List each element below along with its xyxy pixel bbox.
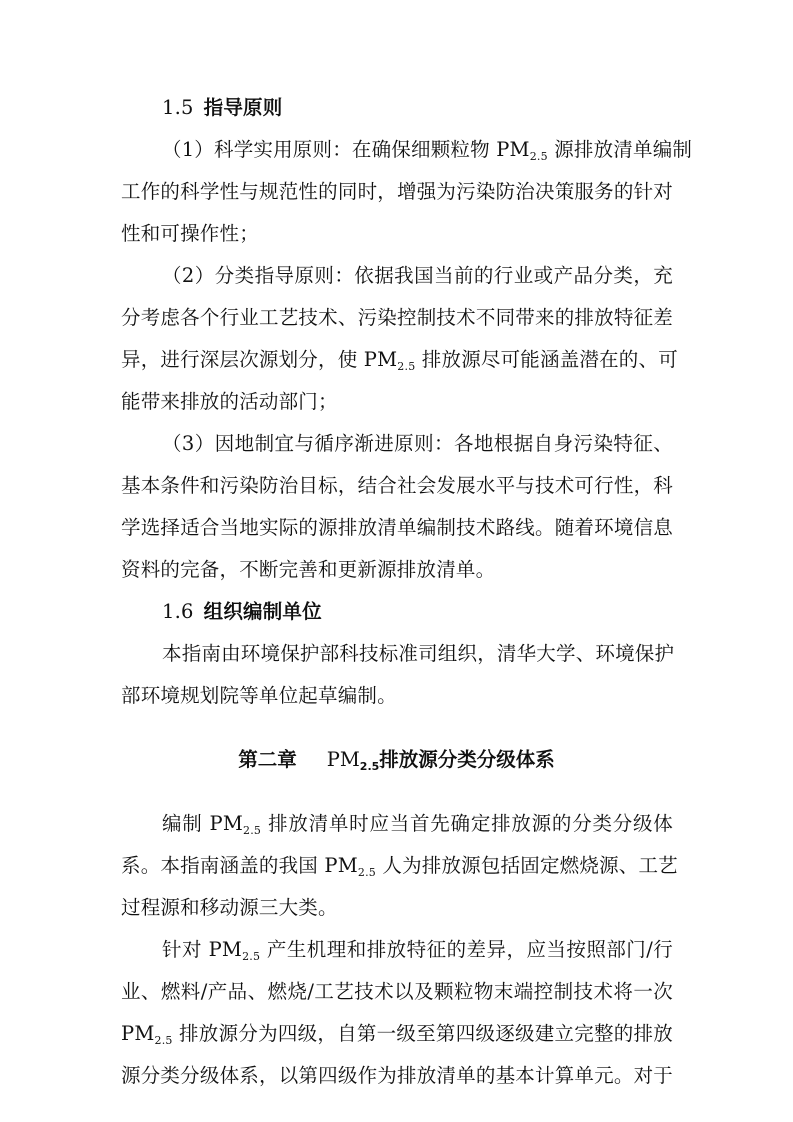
paragraph-line: 性和可操作性； [121,222,259,245]
paragraph-line: 分考虑各个行业工艺技术、污染控制技术不同带来的排放特征差 [121,306,673,329]
paragraph-line: 资料的完备，不断完善和更新源排放清单。 [121,558,496,581]
text-segment: 异，进行深层次源划分，使 PM [121,348,398,371]
text-segment: 源排放清单编制 [547,138,693,161]
subscript: 2.5 [397,360,416,373]
chapter-pm: PM [326,748,360,771]
section-number: 1.5 [162,96,194,119]
paragraph-line: 部环境规划院等单位起草编制。 [121,684,397,707]
paragraph-line: 过程源和移动源三大类。 [121,896,338,919]
text-segment: （1）科学实用原则：在确保细颗粒物 PM [162,138,530,161]
paragraph-line: 源分类分级体系，以第四级作为排放清单的基本计算单元。对于 [121,1064,673,1087]
subscript: 2.5 [357,866,376,879]
text-segment: PM [121,1022,155,1045]
paragraph-line [121,854,678,879]
paragraph-line [162,938,673,962]
paragraph-line [121,1022,673,1046]
paragraph-line [162,138,693,163]
subscript: 2.5 [359,760,380,773]
section-heading-1-5 [162,96,714,120]
section-title: 组织编制单位 [203,600,322,623]
paragraph-line: 能带来排放的活动部门； [121,390,338,413]
section-number: 1.6 [162,600,194,623]
chapter-heading [0,748,793,772]
subscript: 2.5 [529,150,548,163]
text-segment: 编制 PM [162,812,244,835]
text-segment: 系。本指南涵盖的我国 PM [121,854,358,877]
chapter-number: 第二章 [238,748,297,771]
paragraph-line: 本指南由环境保护部科技标准司组织，清华大学、环境保护 [162,642,675,665]
paragraph-line: （2）分类指导原则：依据我国当前的行业或产品分类，充 [162,264,673,287]
paragraph-line: 基本条件和污染防治目标，结合社会发展水平与技术可行性，科 [121,474,673,497]
subscript: 2.5 [242,950,261,963]
section-title: 指导原则 [203,96,283,119]
section-heading-1-6 [162,600,714,624]
text-segment: 排放清单时应当首先确定排放源的分类分级体 [261,812,673,835]
paragraph-line: 学选择适合当地实际的源排放清单编制技术路线。随着环境信息 [121,516,673,539]
paragraph-line: 业、燃料/产品、燃烧/工艺技术以及颗粒物末端控制技术将一次 [121,980,673,1003]
paragraph-line: （3）因地制宜与循序渐进原则：各地根据自身污染特征、 [162,432,673,455]
text-segment: 针对 PM [162,938,243,961]
subscript: 2.5 [154,1034,173,1047]
subscript: 2.5 [243,824,262,837]
paragraph-line [121,348,678,373]
text-segment: 排放源分为四级，自第一级至第四级逐级建立完整的排放 [172,1022,673,1045]
chapter-title: 排放源分类分级体系 [379,748,555,771]
paragraph-line [162,812,673,836]
text-segment: 产生机理和排放特征的差异，应当按照部门/行 [260,938,673,961]
paragraph-line: 工作的科学性与规范性的同时，增强为污染防治决策服务的针对 [121,180,673,203]
text-segment: 人为排放源包括固定燃烧源、工艺 [375,854,678,877]
text-segment: 排放源尽可能涵盖潜在的、可 [415,348,678,371]
